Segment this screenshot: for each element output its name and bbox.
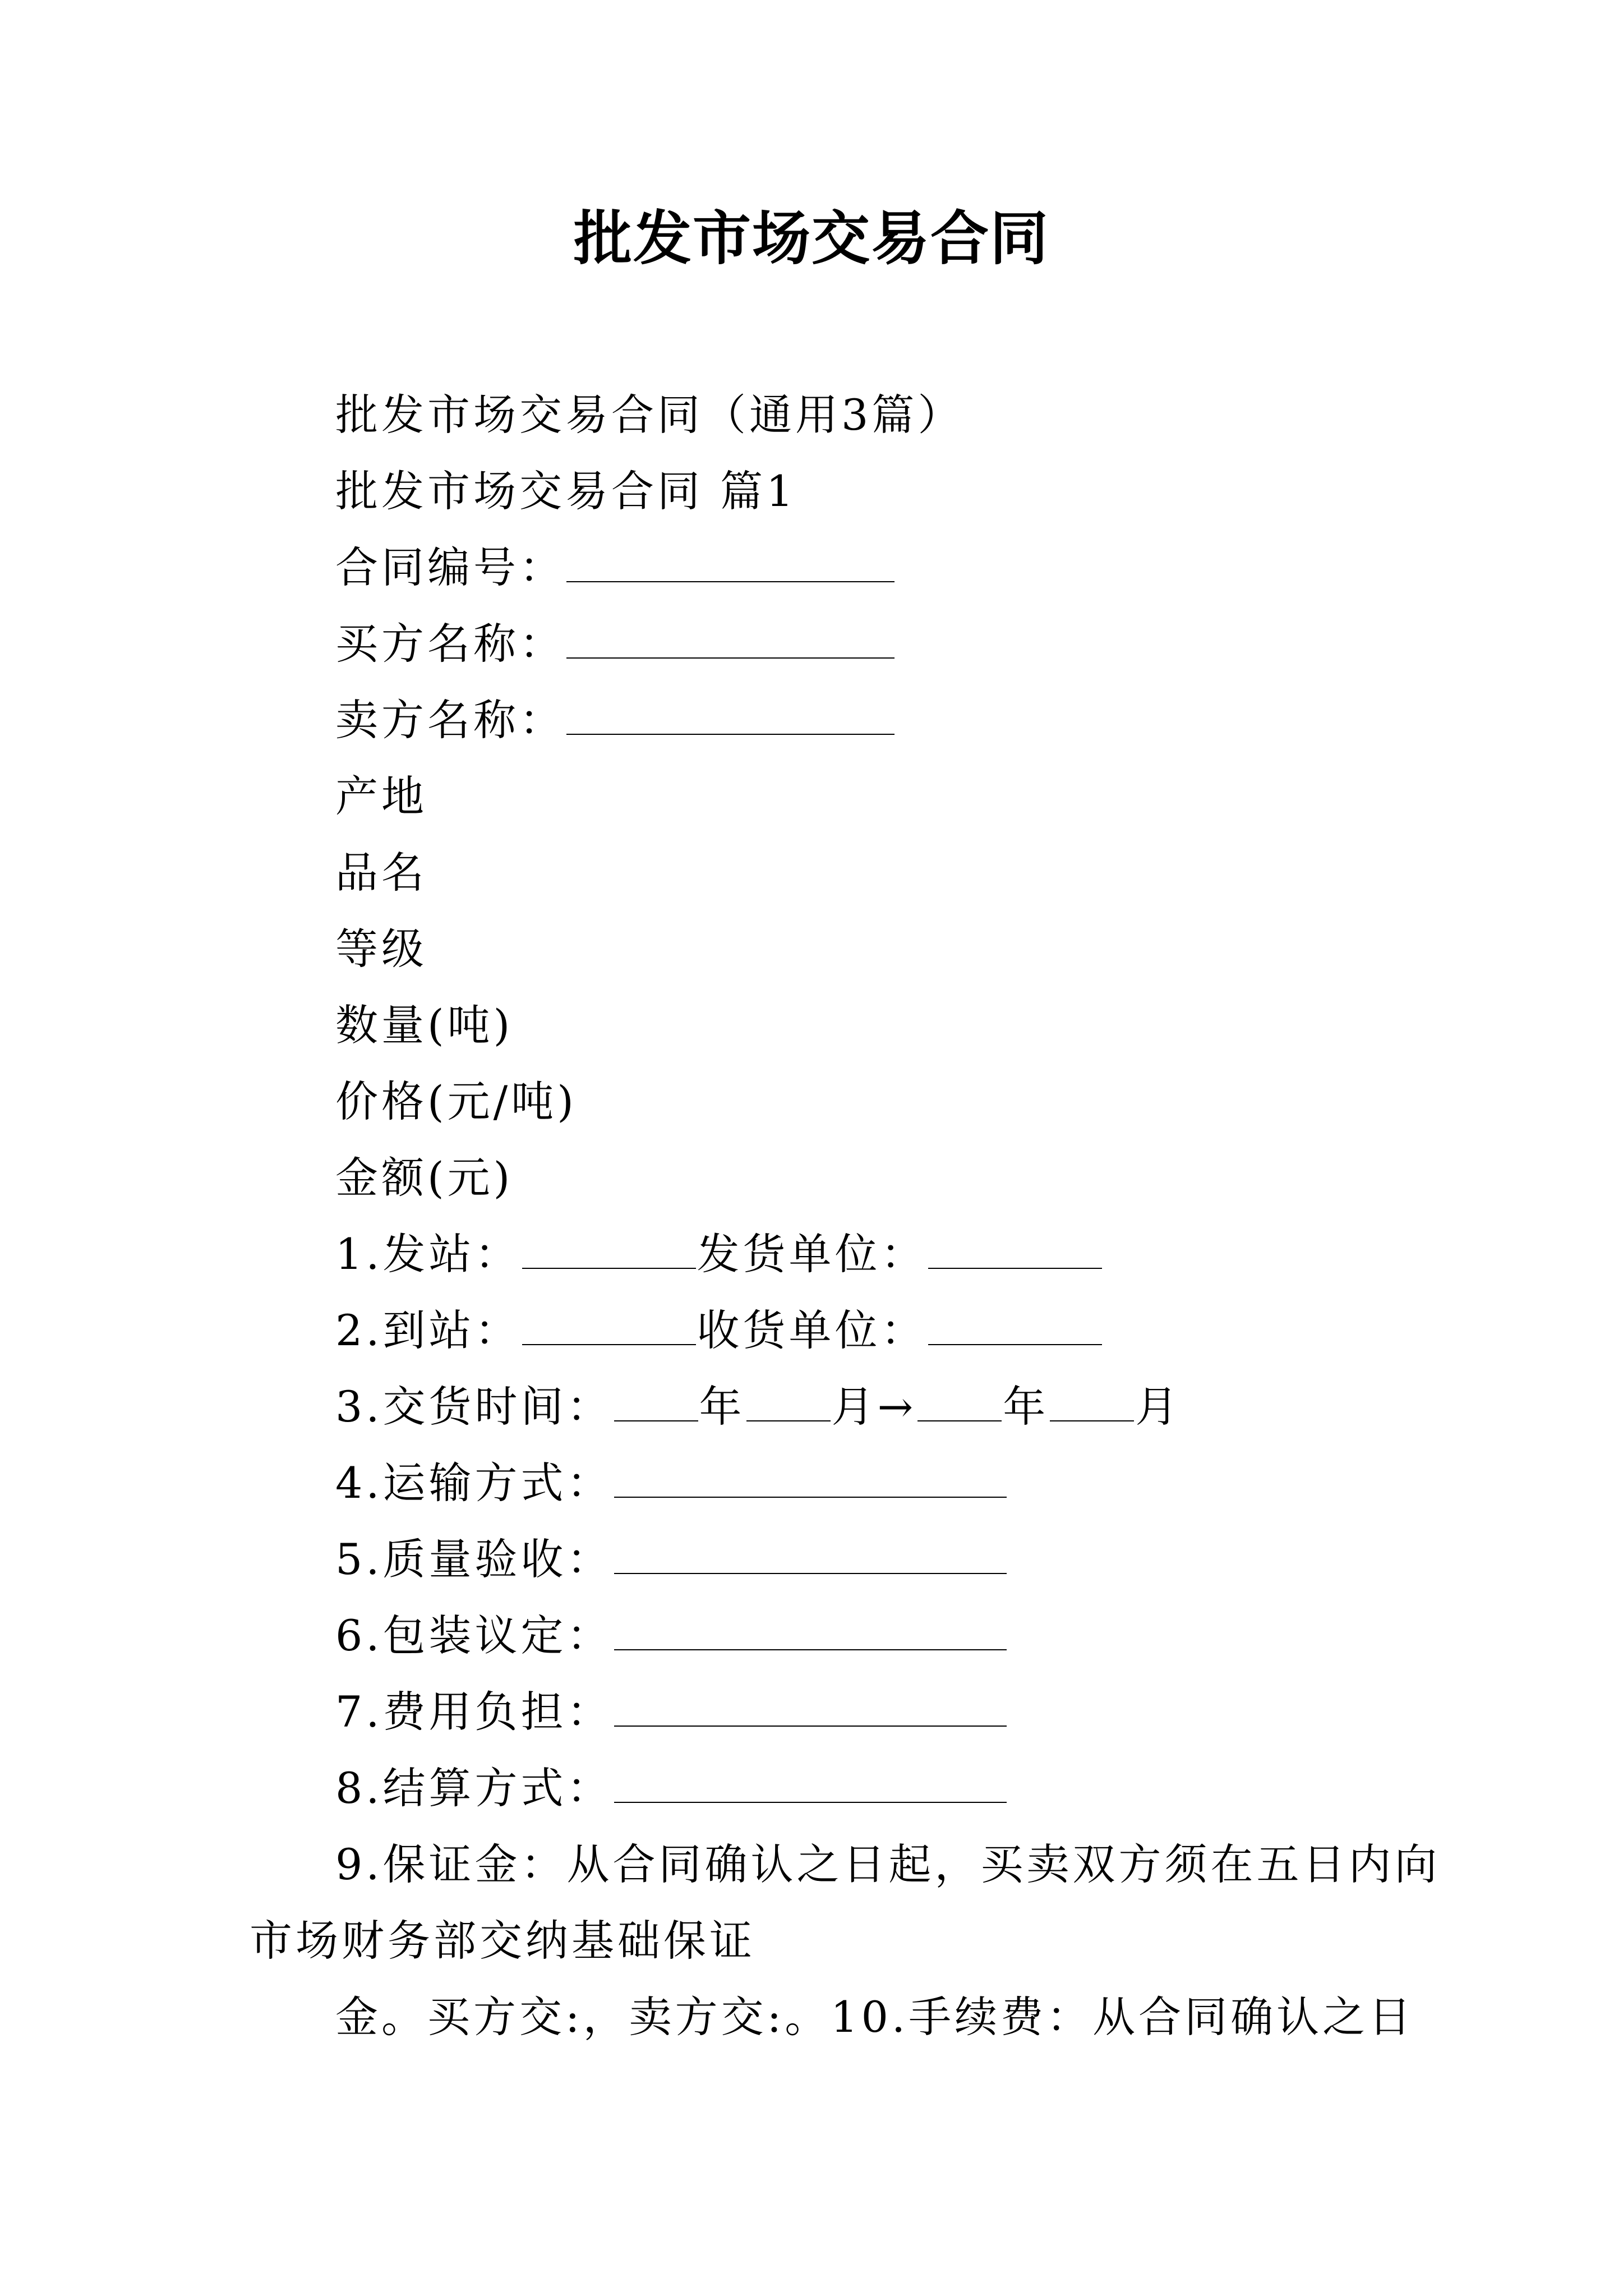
clause-5-label: 5.质量验收： bbox=[335, 1534, 613, 1584]
arrival-station-blank bbox=[522, 1304, 696, 1345]
clause-4-label: 4.运输方式： bbox=[335, 1458, 613, 1508]
item-amount: 金额(元) bbox=[335, 1153, 514, 1203]
buyer-name-row bbox=[335, 616, 896, 672]
clause-6-row bbox=[335, 1608, 1008, 1664]
settlement-method-blank bbox=[614, 1761, 1007, 1803]
month-from-blank bbox=[746, 1380, 831, 1421]
document-title: 批发市场交易合同 bbox=[573, 204, 1049, 273]
clause-2-unit-label: 收货单位： bbox=[697, 1305, 927, 1355]
month-to-label: 月 bbox=[1135, 1382, 1182, 1432]
seller-name-label: 卖方名称： bbox=[335, 695, 565, 745]
clause-4-row bbox=[335, 1455, 1008, 1511]
seller-name-blank bbox=[566, 693, 895, 735]
clause-7-label: 7.费用负担： bbox=[335, 1687, 613, 1737]
clause-9-line-3: 金。买方交:，卖方交:。10.手续费：从合同确认之日 bbox=[335, 1992, 1415, 2042]
consignee-blank bbox=[928, 1304, 1102, 1345]
clause-7-row bbox=[335, 1684, 1008, 1740]
year-from-label: 年 bbox=[699, 1382, 745, 1432]
cost-bearing-blank bbox=[614, 1685, 1007, 1727]
clause-1-label: 1.发站： bbox=[335, 1229, 521, 1279]
clause-8-row bbox=[335, 1760, 1008, 1816]
year-to-blank bbox=[917, 1380, 1002, 1421]
year-to-label: 年 bbox=[1003, 1382, 1049, 1432]
clause-5-row bbox=[335, 1531, 1008, 1588]
clause-9-line-2: 市场财务部交纳基础保证 bbox=[250, 1916, 755, 1966]
contract-number-blank bbox=[566, 541, 895, 582]
clause-9-line-1: 9.保证金：从合同确认之日起，买卖双方须在五日内向 bbox=[335, 1839, 1441, 1889]
transport-method-blank bbox=[614, 1456, 1007, 1498]
clause-1-row bbox=[335, 1226, 1103, 1282]
clause-3-label: 3.交货时间： bbox=[335, 1382, 613, 1432]
section-heading: 批发市场交易合同 篇1 bbox=[335, 466, 797, 516]
departure-station-blank bbox=[522, 1227, 696, 1269]
clause-3-row bbox=[335, 1379, 1181, 1435]
shipper-blank bbox=[928, 1227, 1102, 1269]
buyer-name-blank bbox=[566, 617, 895, 659]
month-from-label: 月→ bbox=[831, 1382, 917, 1432]
clause-1-unit-label: 发货单位： bbox=[697, 1229, 927, 1279]
item-product: 品名 bbox=[335, 848, 427, 898]
item-grade: 等级 bbox=[335, 924, 427, 974]
clause-8-label: 8.结算方式： bbox=[335, 1763, 613, 1813]
item-origin: 产地 bbox=[335, 771, 427, 821]
buyer-name-label: 买方名称： bbox=[335, 619, 565, 669]
item-price: 价格(元/吨) bbox=[335, 1076, 577, 1126]
contract-number-label: 合同编号： bbox=[335, 542, 565, 592]
packaging-blank bbox=[614, 1609, 1007, 1650]
item-quantity: 数量(吨) bbox=[335, 1000, 514, 1050]
clause-6-label: 6.包装议定： bbox=[335, 1611, 613, 1660]
month-to-blank bbox=[1050, 1380, 1134, 1421]
document-subtitle: 批发市场交易合同（通用3篇） bbox=[335, 390, 964, 440]
year-from-blank bbox=[614, 1380, 698, 1421]
quality-acceptance-blank bbox=[614, 1533, 1007, 1574]
clause-2-label: 2.到站： bbox=[335, 1305, 521, 1355]
contract-number-row bbox=[335, 540, 896, 596]
clause-2-row bbox=[335, 1303, 1103, 1359]
seller-name-row bbox=[335, 692, 896, 748]
